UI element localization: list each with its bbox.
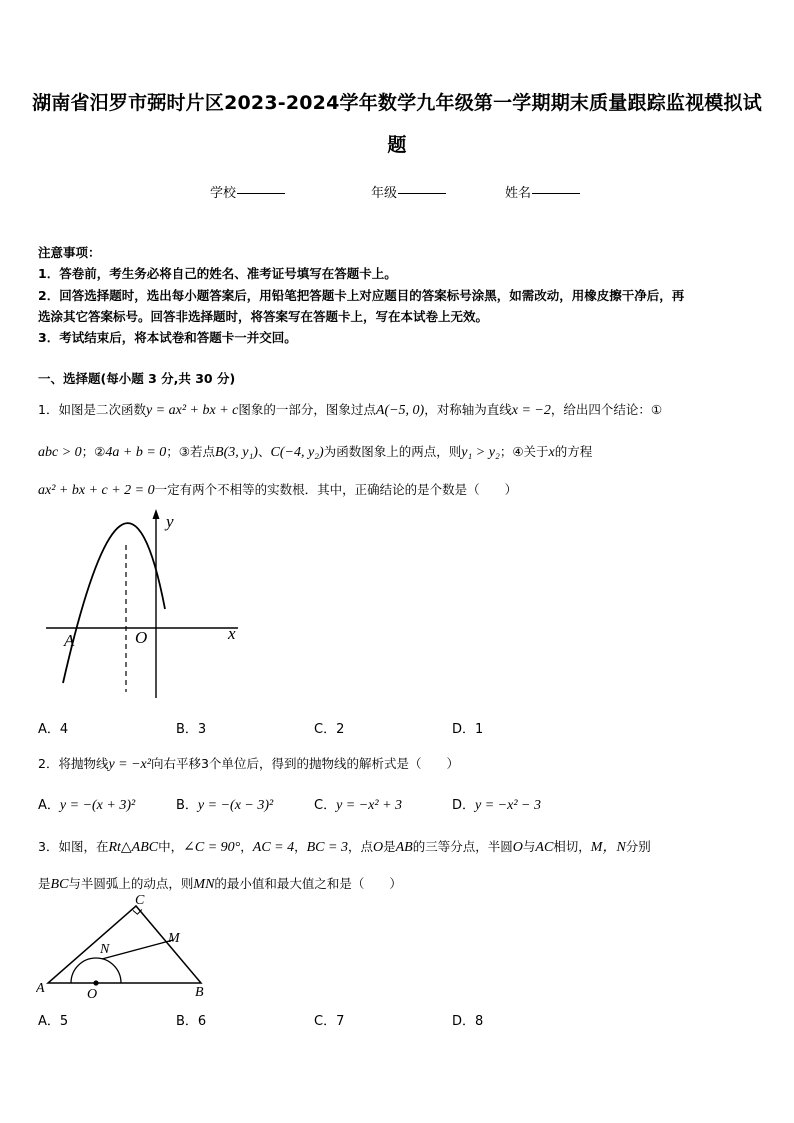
q3-text: ， (240, 839, 253, 854)
q3-line2 (38, 874, 402, 893)
notice-item-2: 2．回答选择题时，选出每小题答案后，用铅笔把答题卡上对应题目的答案标号涂黑，如需改动，用橡皮擦干净后，再 (38, 288, 685, 303)
q1-text: ；③若点 (166, 444, 216, 459)
q2-option-c-expr: y = −x² + 3 (336, 798, 403, 813)
notice-item-1: 1．答卷前，考生务必将自己的姓名、准考证号填写在答题卡上。 (38, 266, 397, 281)
q2-option-b-label: B． (176, 798, 198, 813)
q3-math: AC (535, 840, 554, 855)
q1-text: ，对称轴为直线 (424, 402, 512, 417)
notice-item-3: 3．考试结束后，将本试卷和答题卡一并交回。 (38, 330, 297, 345)
segment-mn (102, 940, 173, 959)
q3-text: 相切， (553, 839, 591, 854)
label-n: N (100, 942, 110, 957)
label-a: A (36, 981, 45, 996)
label-c: C (135, 893, 145, 908)
q2-option-d (452, 794, 541, 814)
q1-parabola-figure (38, 505, 248, 705)
q2-text: 向右平移3个单位后，得到的抛物线的解析式是（ ） (150, 756, 459, 771)
q1-option-c: C．2 (314, 722, 345, 737)
q1-text: 1．如图是二次函数 (38, 402, 146, 417)
q3-text: ， (294, 839, 307, 854)
q2-line (38, 754, 459, 773)
q3-math: MN (193, 877, 215, 892)
q3-text: ，点 (347, 839, 373, 854)
q3-text: 是 (383, 839, 396, 854)
label-b: B (195, 985, 204, 1000)
grade-label: 年级 (371, 186, 398, 201)
q2-option-c (314, 794, 402, 814)
q1-text: ；④关于 (499, 444, 549, 459)
y-axis-arrow (153, 509, 160, 519)
q2-function: y = −x² (108, 757, 151, 772)
q1-option-d: D．1 (452, 722, 484, 737)
center-point-o (93, 980, 98, 985)
name-field (505, 182, 580, 201)
notice-item-2-cont: 选涂其它答案标号。回答非选择题时，将答案写在答题卡上，写在本试卷上无效。 (38, 309, 489, 324)
grade-blank (398, 193, 446, 194)
q1-point-a: A(−5, 0) (375, 403, 425, 418)
q3-option-b: B．6 (176, 1014, 207, 1029)
q3-math: O (512, 840, 523, 855)
q1-line3 (38, 480, 517, 499)
q3-math: AB (395, 840, 413, 855)
q1-equation: ax² + bx + c + 2 = 0 (38, 483, 155, 498)
q3-line1 (38, 836, 651, 856)
q3-text: 中， (158, 839, 184, 854)
q3-math: ∠C = 90° (183, 840, 241, 855)
q1-math: C(−4, y₂) (270, 445, 324, 460)
page-title-line1: 湖南省汨罗市弼时片区2023-2024学年数学九年级第一学期期末质量跟踪监视模拟试 (32, 92, 762, 114)
q1-math: x (548, 445, 555, 460)
q1-option-a: A．4 (38, 722, 69, 737)
q3-math: M，N (590, 840, 626, 855)
point-a-label: A (64, 631, 75, 650)
q1-text: 、 (257, 444, 271, 459)
q1-math: abc > 0 (38, 445, 82, 460)
q1-math: B(3, y₁) (215, 445, 258, 460)
q1-function: y = ax² + bx + c (145, 403, 239, 418)
q2-option-a (38, 794, 135, 814)
q3-text: 是 (38, 876, 51, 891)
q3-math: AC = 4 (252, 840, 295, 855)
parabola-curve (63, 523, 165, 683)
q1-line2 (38, 442, 592, 461)
y-axis-label: y (166, 512, 174, 531)
q2-option-d-expr: y = −x² − 3 (475, 798, 541, 813)
q3-math: BC (50, 877, 69, 892)
q2-option-a-expr: y = −(x + 3)² (59, 798, 136, 813)
name-label: 姓名 (505, 186, 532, 201)
q1-axis: x = −2 (511, 403, 551, 418)
name-blank (532, 193, 580, 194)
page-title-line2: 题 (387, 134, 407, 156)
q3-option-c: C．7 (314, 1014, 345, 1029)
q3-text: 与 (522, 839, 536, 854)
school-label: 学校 (210, 186, 237, 201)
school-field (210, 182, 285, 201)
q1-math: 4a + b = 0 (105, 445, 167, 460)
q3-math: Rt△ABC (108, 840, 159, 855)
origin-label: O (135, 628, 148, 647)
x-axis-label: x (228, 624, 236, 643)
q3-text: 的三等分点，半圆 (412, 839, 513, 854)
q3-text: 与半圆弧上的动点，则 (68, 876, 194, 891)
section-heading: 一、选择题(每小题 3 分,共 30 分) (38, 371, 236, 386)
q3-math: O (372, 840, 384, 855)
q1-option-b: B．3 (176, 722, 207, 737)
grade-field (371, 182, 446, 201)
q2-option-b (176, 794, 273, 814)
q1-line1 (38, 400, 662, 419)
q2-text: 2．将抛物线 (38, 756, 109, 771)
q1-text: ；② (81, 444, 106, 459)
q3-math: BC = 3 (306, 840, 348, 855)
label-o: O (87, 987, 98, 1002)
q2-option-d-label: D． (452, 798, 476, 813)
semicircle-o (71, 958, 121, 983)
q2-option-a-label: A． (38, 798, 60, 813)
q1-math: y₁ > y₂ (461, 445, 500, 460)
q1-text: 一定有两个不相等的实数根．其中，正确结论的是个数是（ ） (154, 482, 518, 497)
q2-option-c-label: C． (314, 798, 337, 813)
q1-text: 图象的一部分，图象过点 (238, 402, 376, 417)
q3-text: 3．如图，在 (38, 839, 109, 854)
q1-text: 的方程 (554, 444, 593, 459)
q3-text: 的最小值和最大值之和是（ ） (214, 876, 402, 891)
notice-heading: 注意事项： (38, 245, 101, 260)
school-blank (237, 193, 285, 194)
q2-option-b-expr: y = −(x − 3)² (197, 798, 274, 813)
label-m: M (168, 931, 180, 946)
q3-triangle-figure (36, 893, 216, 1003)
q3-option-d: D．8 (452, 1014, 484, 1029)
q1-text: 为函数图象上的两点，则 (323, 444, 462, 459)
q1-text: ，给出四个结论：① (550, 402, 663, 417)
q3-option-a: A．5 (38, 1014, 69, 1029)
q3-text: 分别 (625, 839, 651, 854)
